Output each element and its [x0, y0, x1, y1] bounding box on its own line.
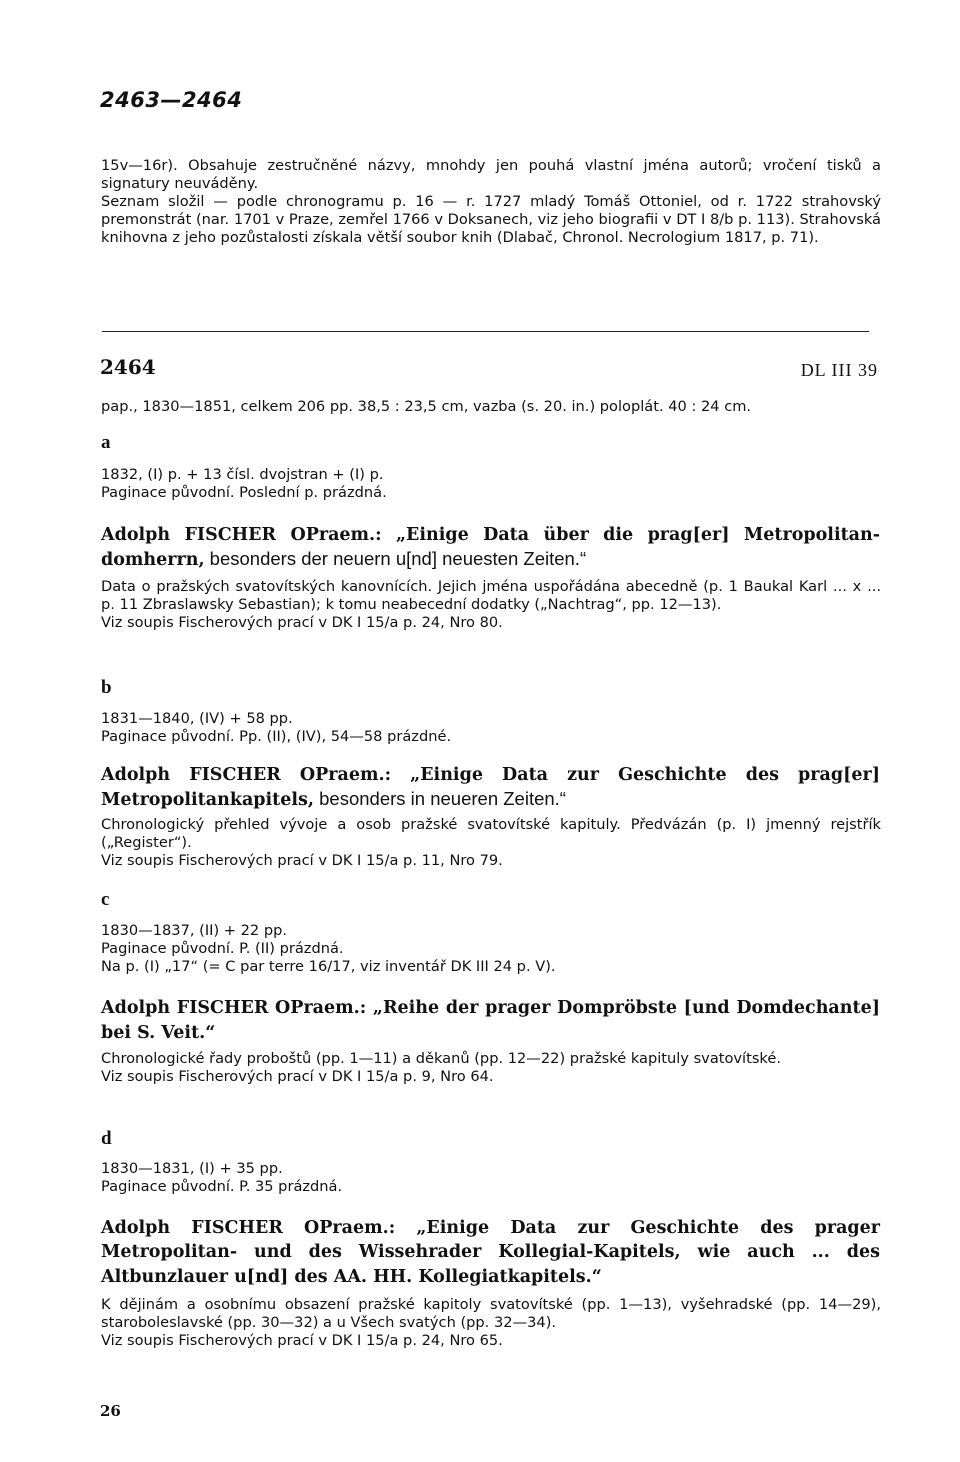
part-c-title-bold: Adolph FISCHER OPraem.: „Reihe der prager Dompröbste [und Domdechante] bei S. Veit.“	[101, 998, 880, 1043]
part-d-title	[101, 1216, 880, 1289]
note-paragraph: Viz soupis Fischerových prací v DK I 15/a p. 24, Nro 65.	[101, 1332, 503, 1349]
physical-description: pap., 1830—1851, celkem 206 pp. 38,5 : 23,5 cm, vazba (s. 20. in.) poloplát. 40 : 24 cm.	[101, 398, 752, 415]
intro-text	[101, 157, 881, 247]
collation-line: 1831—1840, (IV) + 58 pp.	[101, 710, 293, 727]
part-b-title-bold: Adolph FISCHER OPraem.: „Einige Data zur Geschichte des prag[er] Metropolitankapitels,	[101, 765, 880, 810]
note-paragraph: Viz soupis Fischerových prací v DK I 15/a p. 9, Nro 64.	[101, 1068, 494, 1085]
part-c-title	[101, 996, 880, 1045]
collation-line: Na p. (I) „17“ (= C par terre 16/17, viz inventář DK III 24 p. V).	[101, 958, 556, 975]
collation-line: 1832, (I) p. + 13 čísl. dvojstran + (I) p.	[101, 466, 384, 483]
note-paragraph: Data o pražských svatovítských kanovnících. Jejich jména uspořádána abecedně (p. 1 Baukal Karl ... x ... p. 11 Zbraslawsky Sebastian); k tomu neabecední dodatky („Nachtrag“, pp. 12—13).	[101, 578, 881, 613]
intro-paragraph-2: Seznam složil — podle chronogramu p. 16 — r. 1727 mladý Tomáš Ottoniel, od r. 1722 strahovský premonstrát (nar. 1701 v Praze, zemřel 1766 v Doksanech, viz jeho biografii v DT I 8/b p. 113). Strahovská knihovna z jeho pozůstalosti získala větší soubor knih (Dlabač, Chronol. Necrologium 1817, p. 71).	[101, 193, 881, 246]
part-letter-d: d	[101, 1128, 112, 1149]
part-a-notes	[101, 578, 881, 632]
collation-line: Paginace původní. P. 35 prázdná.	[101, 1178, 343, 1195]
note-paragraph: Chronologický přehled vývoje a osob pražské svatovítské kapituly. Předvázán (p. I) jmenný rejstřík („Register“).	[101, 816, 881, 851]
note-paragraph: Viz soupis Fischerových prací v DK I 15/a p. 24, Nro 80.	[101, 614, 503, 631]
part-b-title	[101, 763, 880, 812]
note-paragraph: Chronologické řady proboštů (pp. 1—11) a děkanů (pp. 12—22) pražské kapituly svatovítské.	[101, 1050, 781, 1067]
collation-line: Paginace původní. P. (II) prázdná.	[101, 940, 344, 957]
part-c-notes	[101, 1050, 881, 1086]
entry-number: 2464	[100, 355, 156, 379]
part-c-collation	[101, 922, 881, 976]
part-a-title-bold: Adolph FISCHER OPraem.: „Einige Data über die prag[er] Metropolitan-domherrn,	[101, 525, 880, 570]
page-number: 26	[100, 1402, 121, 1420]
note-paragraph: Viz soupis Fischerových prací v DK I 15/a p. 11, Nro 79.	[101, 852, 503, 869]
note-paragraph: K dějinám a osobnímu obsazení pražské kapitoly svatovítské (pp. 1—13), vyšehradské (pp. 14—29), staroboleslavské (pp. 30—32) a u Všech svatých (pp. 32—34).	[101, 1296, 881, 1331]
part-a-collation	[101, 466, 881, 502]
shelf-signature: DL III 39	[800, 360, 878, 380]
part-d-collation	[101, 1160, 881, 1196]
intro-paragraph-1: 15v—16r). Obsahuje zestručněné názvy, mnohdy jen pouhá vlastní jména autorů; vročení tisků a signatury neuváděny.	[101, 157, 881, 192]
running-header: 2463—2464	[100, 88, 243, 112]
part-a-title	[101, 523, 880, 572]
part-d-title-bold: Adolph FISCHER OPraem.: „Einige Data zur Geschichte des prager Metropolitan- und des Wissehrader Kollegial-Kapitels, wie auch ... des Altbunzlauer u[nd] des AA. HH. Kollegiatkapitels.“	[101, 1218, 880, 1287]
entry-description	[101, 398, 881, 416]
part-a-title-normal: besonders der neuern u[nd] neuesten Zeiten.“	[204, 548, 587, 569]
part-b-collation	[101, 710, 881, 746]
collation-line: 1830—1831, (I) + 35 pp.	[101, 1160, 283, 1177]
part-letter-c: c	[101, 889, 110, 910]
part-b-notes	[101, 816, 881, 870]
collation-line: 1830—1837, (II) + 22 pp.	[101, 922, 288, 939]
part-d-notes	[101, 1296, 881, 1350]
collation-line: Paginace původní. Poslední p. prázdná.	[101, 484, 387, 501]
part-letter-b: b	[101, 677, 112, 698]
part-b-title-normal: besonders in neueren Zeiten.“	[314, 788, 566, 809]
part-letter-a: a	[101, 432, 111, 453]
section-divider	[102, 331, 869, 332]
collation-line: Paginace původní. Pp. (II), (IV), 54—58 prázdné.	[101, 728, 452, 745]
